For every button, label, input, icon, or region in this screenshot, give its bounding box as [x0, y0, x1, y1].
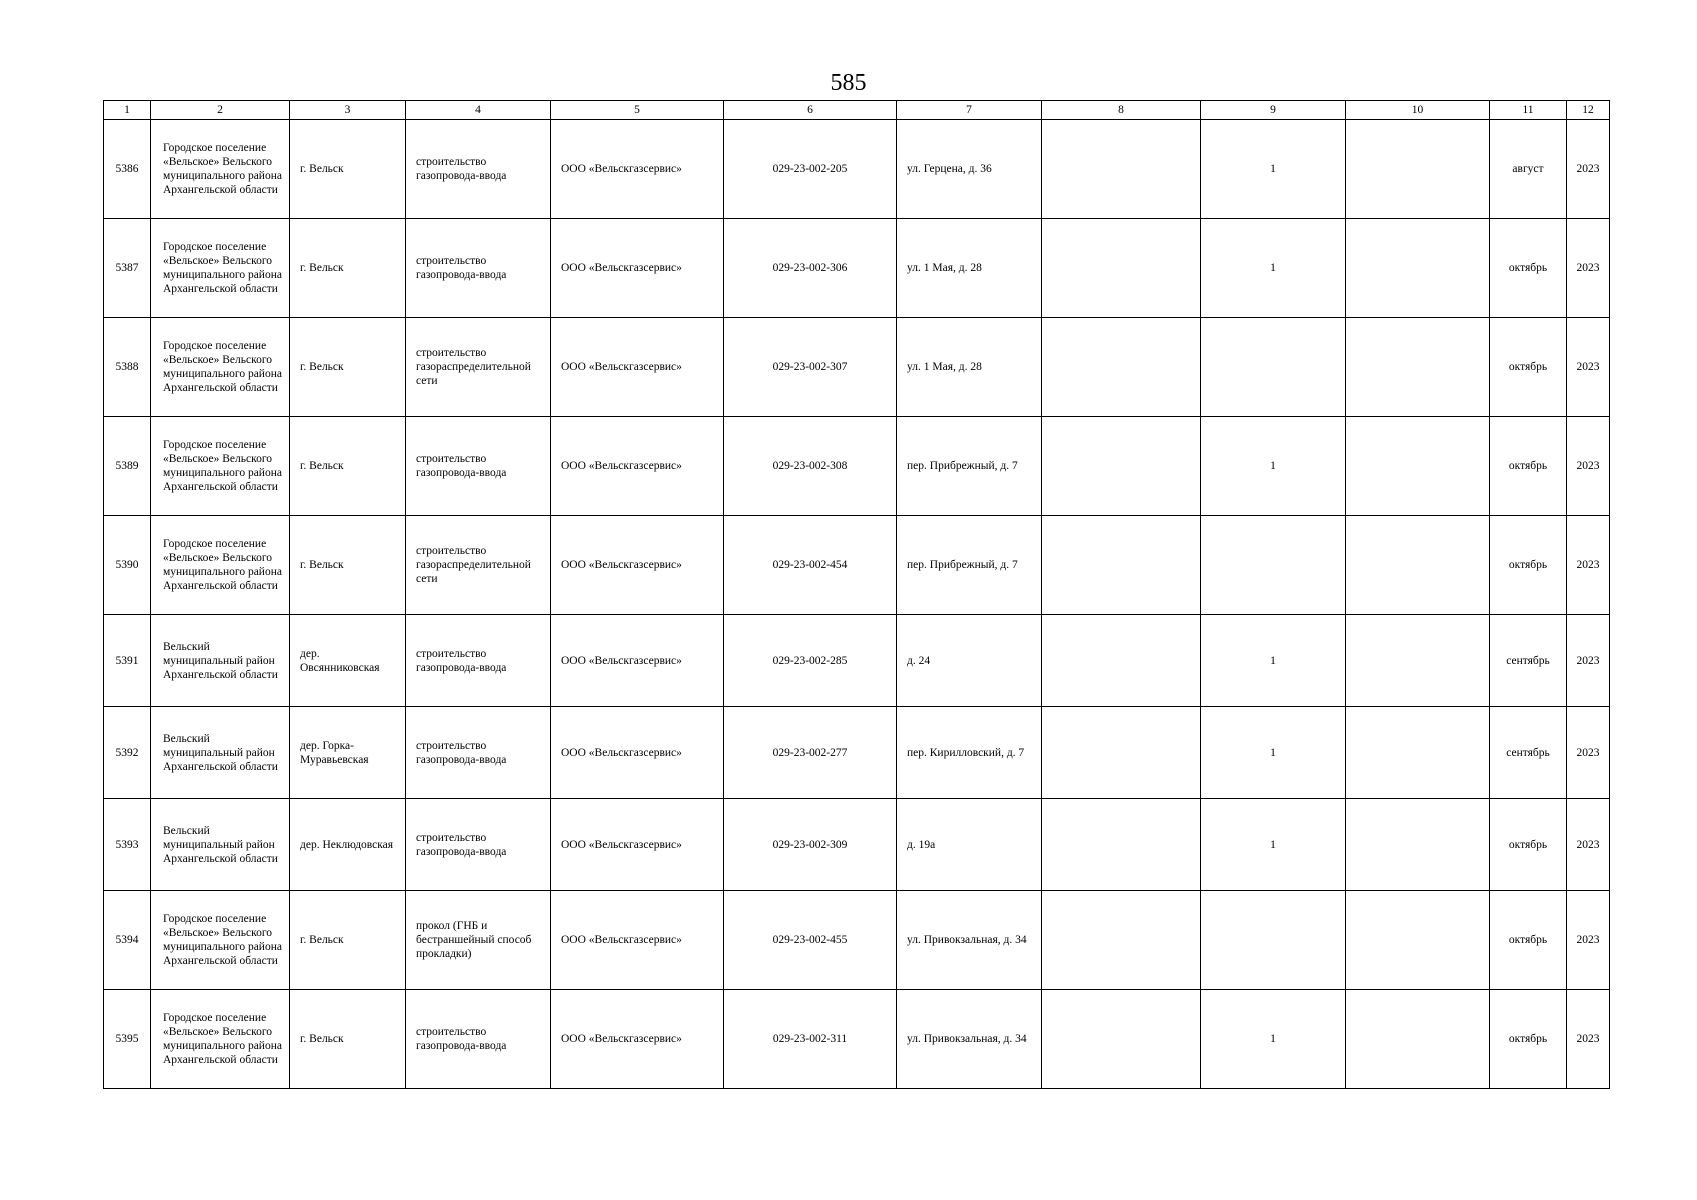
- col10-cell: [1346, 318, 1490, 417]
- year-cell: 2023: [1567, 219, 1610, 318]
- table-row: [104, 707, 1610, 799]
- row-number: 5393: [104, 799, 151, 891]
- col8-cell: [1042, 799, 1201, 891]
- address-cell: пер. Прибрежный, д. 7: [897, 516, 1042, 615]
- column-header: 6: [724, 101, 897, 120]
- col8-cell: [1042, 707, 1201, 799]
- column-header: 5: [551, 101, 724, 120]
- year-cell: 2023: [1567, 417, 1610, 516]
- settlement-cell: г. Вельск: [290, 990, 406, 1089]
- code-cell: 029-23-002-307: [724, 318, 897, 417]
- table-row: [104, 799, 1610, 891]
- municipality-cell: Городское поселение «Вельское» Вельского муниципального района Архангельской области: [151, 417, 290, 516]
- year-cell: 2023: [1567, 891, 1610, 990]
- year-cell: 2023: [1567, 516, 1610, 615]
- settlement-cell: г. Вельск: [290, 891, 406, 990]
- municipality-cell: Городское поселение «Вельское» Вельского муниципального района Архангельской области: [151, 516, 290, 615]
- year-cell: 2023: [1567, 318, 1610, 417]
- month-cell: октябрь: [1490, 891, 1567, 990]
- municipality-cell: Вельский муниципальный район Архангельской области: [151, 799, 290, 891]
- col10-cell: [1346, 417, 1490, 516]
- work-type-cell: строительство газопровода-ввода: [406, 417, 551, 516]
- month-cell: август: [1490, 120, 1567, 219]
- column-header: 7: [897, 101, 1042, 120]
- municipality-cell: Городское поселение «Вельское» Вельского муниципального района Архангельской области: [151, 120, 290, 219]
- col10-cell: [1346, 219, 1490, 318]
- work-type-cell: строительство газопровода-ввода: [406, 990, 551, 1089]
- settlement-cell: дер. Неклюдовская: [290, 799, 406, 891]
- address-cell: д. 24: [897, 615, 1042, 707]
- settlement-cell: дер. Овсянниковская: [290, 615, 406, 707]
- code-cell: 029-23-002-309: [724, 799, 897, 891]
- col8-cell: [1042, 318, 1201, 417]
- work-type-cell: строительство газопровода-ввода: [406, 615, 551, 707]
- municipality-cell: Городское поселение «Вельское» Вельского муниципального района Архангельской области: [151, 990, 290, 1089]
- work-type-cell: строительство газопровода-ввода: [406, 219, 551, 318]
- municipality-cell: Городское поселение «Вельское» Вельского муниципального района Архангельской области: [151, 891, 290, 990]
- table-row: [104, 417, 1610, 516]
- row-number: 5386: [104, 120, 151, 219]
- address-cell: ул. 1 Мая, д. 28: [897, 219, 1042, 318]
- row-number: 5387: [104, 219, 151, 318]
- code-cell: 029-23-002-285: [724, 615, 897, 707]
- table-row: [104, 120, 1610, 219]
- column-header: 1: [104, 101, 151, 120]
- table-row: [104, 219, 1610, 318]
- col9-cell: 1: [1201, 707, 1346, 799]
- organization-cell: ООО «Вельскгазсервис»: [551, 516, 724, 615]
- municipality-cell: Городское поселение «Вельское» Вельского муниципального района Архангельской области: [151, 219, 290, 318]
- col8-cell: [1042, 219, 1201, 318]
- month-cell: сентябрь: [1490, 615, 1567, 707]
- column-header: 11: [1490, 101, 1567, 120]
- code-cell: 029-23-002-277: [724, 707, 897, 799]
- table-row: [104, 318, 1610, 417]
- address-cell: пер. Прибрежный, д. 7: [897, 417, 1042, 516]
- address-cell: ул. Привокзальная, д. 34: [897, 990, 1042, 1089]
- municipality-cell: Вельский муниципальный район Архангельской области: [151, 707, 290, 799]
- month-cell: октябрь: [1490, 990, 1567, 1089]
- table-row: [104, 990, 1610, 1089]
- work-type-cell: строительство газораспределительной сети: [406, 318, 551, 417]
- col10-cell: [1346, 990, 1490, 1089]
- col9-cell: 1: [1201, 219, 1346, 318]
- month-cell: октябрь: [1490, 219, 1567, 318]
- row-number: 5389: [104, 417, 151, 516]
- column-header: 2: [151, 101, 290, 120]
- col10-cell: [1346, 891, 1490, 990]
- month-cell: октябрь: [1490, 417, 1567, 516]
- row-number: 5388: [104, 318, 151, 417]
- work-type-cell: строительство газопровода-ввода: [406, 707, 551, 799]
- row-number: 5391: [104, 615, 151, 707]
- settlement-cell: г. Вельск: [290, 318, 406, 417]
- col9-cell: 1: [1201, 120, 1346, 219]
- address-cell: ул. 1 Мая, д. 28: [897, 318, 1042, 417]
- col8-cell: [1042, 891, 1201, 990]
- column-header: 3: [290, 101, 406, 120]
- col9-cell: 1: [1201, 990, 1346, 1089]
- col9-cell: [1201, 318, 1346, 417]
- page-number: 585: [830, 70, 867, 96]
- table-row: [104, 516, 1610, 615]
- row-number: 5392: [104, 707, 151, 799]
- year-cell: 2023: [1567, 707, 1610, 799]
- col10-cell: [1346, 799, 1490, 891]
- code-cell: 029-23-002-306: [724, 219, 897, 318]
- year-cell: 2023: [1567, 990, 1610, 1089]
- work-type-cell: прокол (ГНБ и бестраншейный способ прокладки): [406, 891, 551, 990]
- col9-cell: 1: [1201, 615, 1346, 707]
- municipality-cell: Городское поселение «Вельское» Вельского муниципального района Архангельской области: [151, 318, 290, 417]
- column-header: 10: [1346, 101, 1490, 120]
- code-cell: 029-23-002-205: [724, 120, 897, 219]
- col8-cell: [1042, 615, 1201, 707]
- organization-cell: ООО «Вельскгазсервис»: [551, 318, 724, 417]
- code-cell: 029-23-002-311: [724, 990, 897, 1089]
- organization-cell: ООО «Вельскгазсервис»: [551, 990, 724, 1089]
- organization-cell: ООО «Вельскгазсервис»: [551, 799, 724, 891]
- address-cell: пер. Кирилловский, д. 7: [897, 707, 1042, 799]
- column-header: 4: [406, 101, 551, 120]
- row-number: 5395: [104, 990, 151, 1089]
- col8-cell: [1042, 516, 1201, 615]
- col10-cell: [1346, 615, 1490, 707]
- column-header: 9: [1201, 101, 1346, 120]
- column-header: 12: [1567, 101, 1610, 120]
- code-cell: 029-23-002-454: [724, 516, 897, 615]
- table-row: [104, 891, 1610, 990]
- col8-cell: [1042, 417, 1201, 516]
- organization-cell: ООО «Вельскгазсервис»: [551, 219, 724, 318]
- organization-cell: ООО «Вельскгазсервис»: [551, 615, 724, 707]
- col10-cell: [1346, 707, 1490, 799]
- month-cell: октябрь: [1490, 318, 1567, 417]
- row-number: 5390: [104, 516, 151, 615]
- address-cell: д. 19а: [897, 799, 1042, 891]
- address-cell: ул. Герцена, д. 36: [897, 120, 1042, 219]
- code-cell: 029-23-002-308: [724, 417, 897, 516]
- work-type-cell: строительство газопровода-ввода: [406, 799, 551, 891]
- month-cell: сентябрь: [1490, 707, 1567, 799]
- month-cell: октябрь: [1490, 799, 1567, 891]
- col10-cell: [1346, 516, 1490, 615]
- organization-cell: ООО «Вельскгазсервис»: [551, 707, 724, 799]
- settlement-cell: г. Вельск: [290, 516, 406, 615]
- year-cell: 2023: [1567, 799, 1610, 891]
- column-header: 8: [1042, 101, 1201, 120]
- col8-cell: [1042, 990, 1201, 1089]
- month-cell: октябрь: [1490, 516, 1567, 615]
- table-row: [104, 615, 1610, 707]
- organization-cell: ООО «Вельскгазсервис»: [551, 417, 724, 516]
- organization-cell: ООО «Вельскгазсервис»: [551, 891, 724, 990]
- code-cell: 029-23-002-455: [724, 891, 897, 990]
- registry-table: [103, 100, 1610, 1089]
- settlement-cell: г. Вельск: [290, 219, 406, 318]
- settlement-cell: дер. Горка-Муравьевская: [290, 707, 406, 799]
- settlement-cell: г. Вельск: [290, 120, 406, 219]
- organization-cell: ООО «Вельскгазсервис»: [551, 120, 724, 219]
- col9-cell: [1201, 516, 1346, 615]
- col9-cell: [1201, 891, 1346, 990]
- col8-cell: [1042, 120, 1201, 219]
- work-type-cell: строительство газопровода-ввода: [406, 120, 551, 219]
- row-number: 5394: [104, 891, 151, 990]
- header-row: [104, 101, 1610, 120]
- col9-cell: 1: [1201, 417, 1346, 516]
- col9-cell: 1: [1201, 799, 1346, 891]
- year-cell: 2023: [1567, 615, 1610, 707]
- col10-cell: [1346, 120, 1490, 219]
- settlement-cell: г. Вельск: [290, 417, 406, 516]
- address-cell: ул. Привокзальная, д. 34: [897, 891, 1042, 990]
- work-type-cell: строительство газораспределительной сети: [406, 516, 551, 615]
- municipality-cell: Вельский муниципальный район Архангельской области: [151, 615, 290, 707]
- year-cell: 2023: [1567, 120, 1610, 219]
